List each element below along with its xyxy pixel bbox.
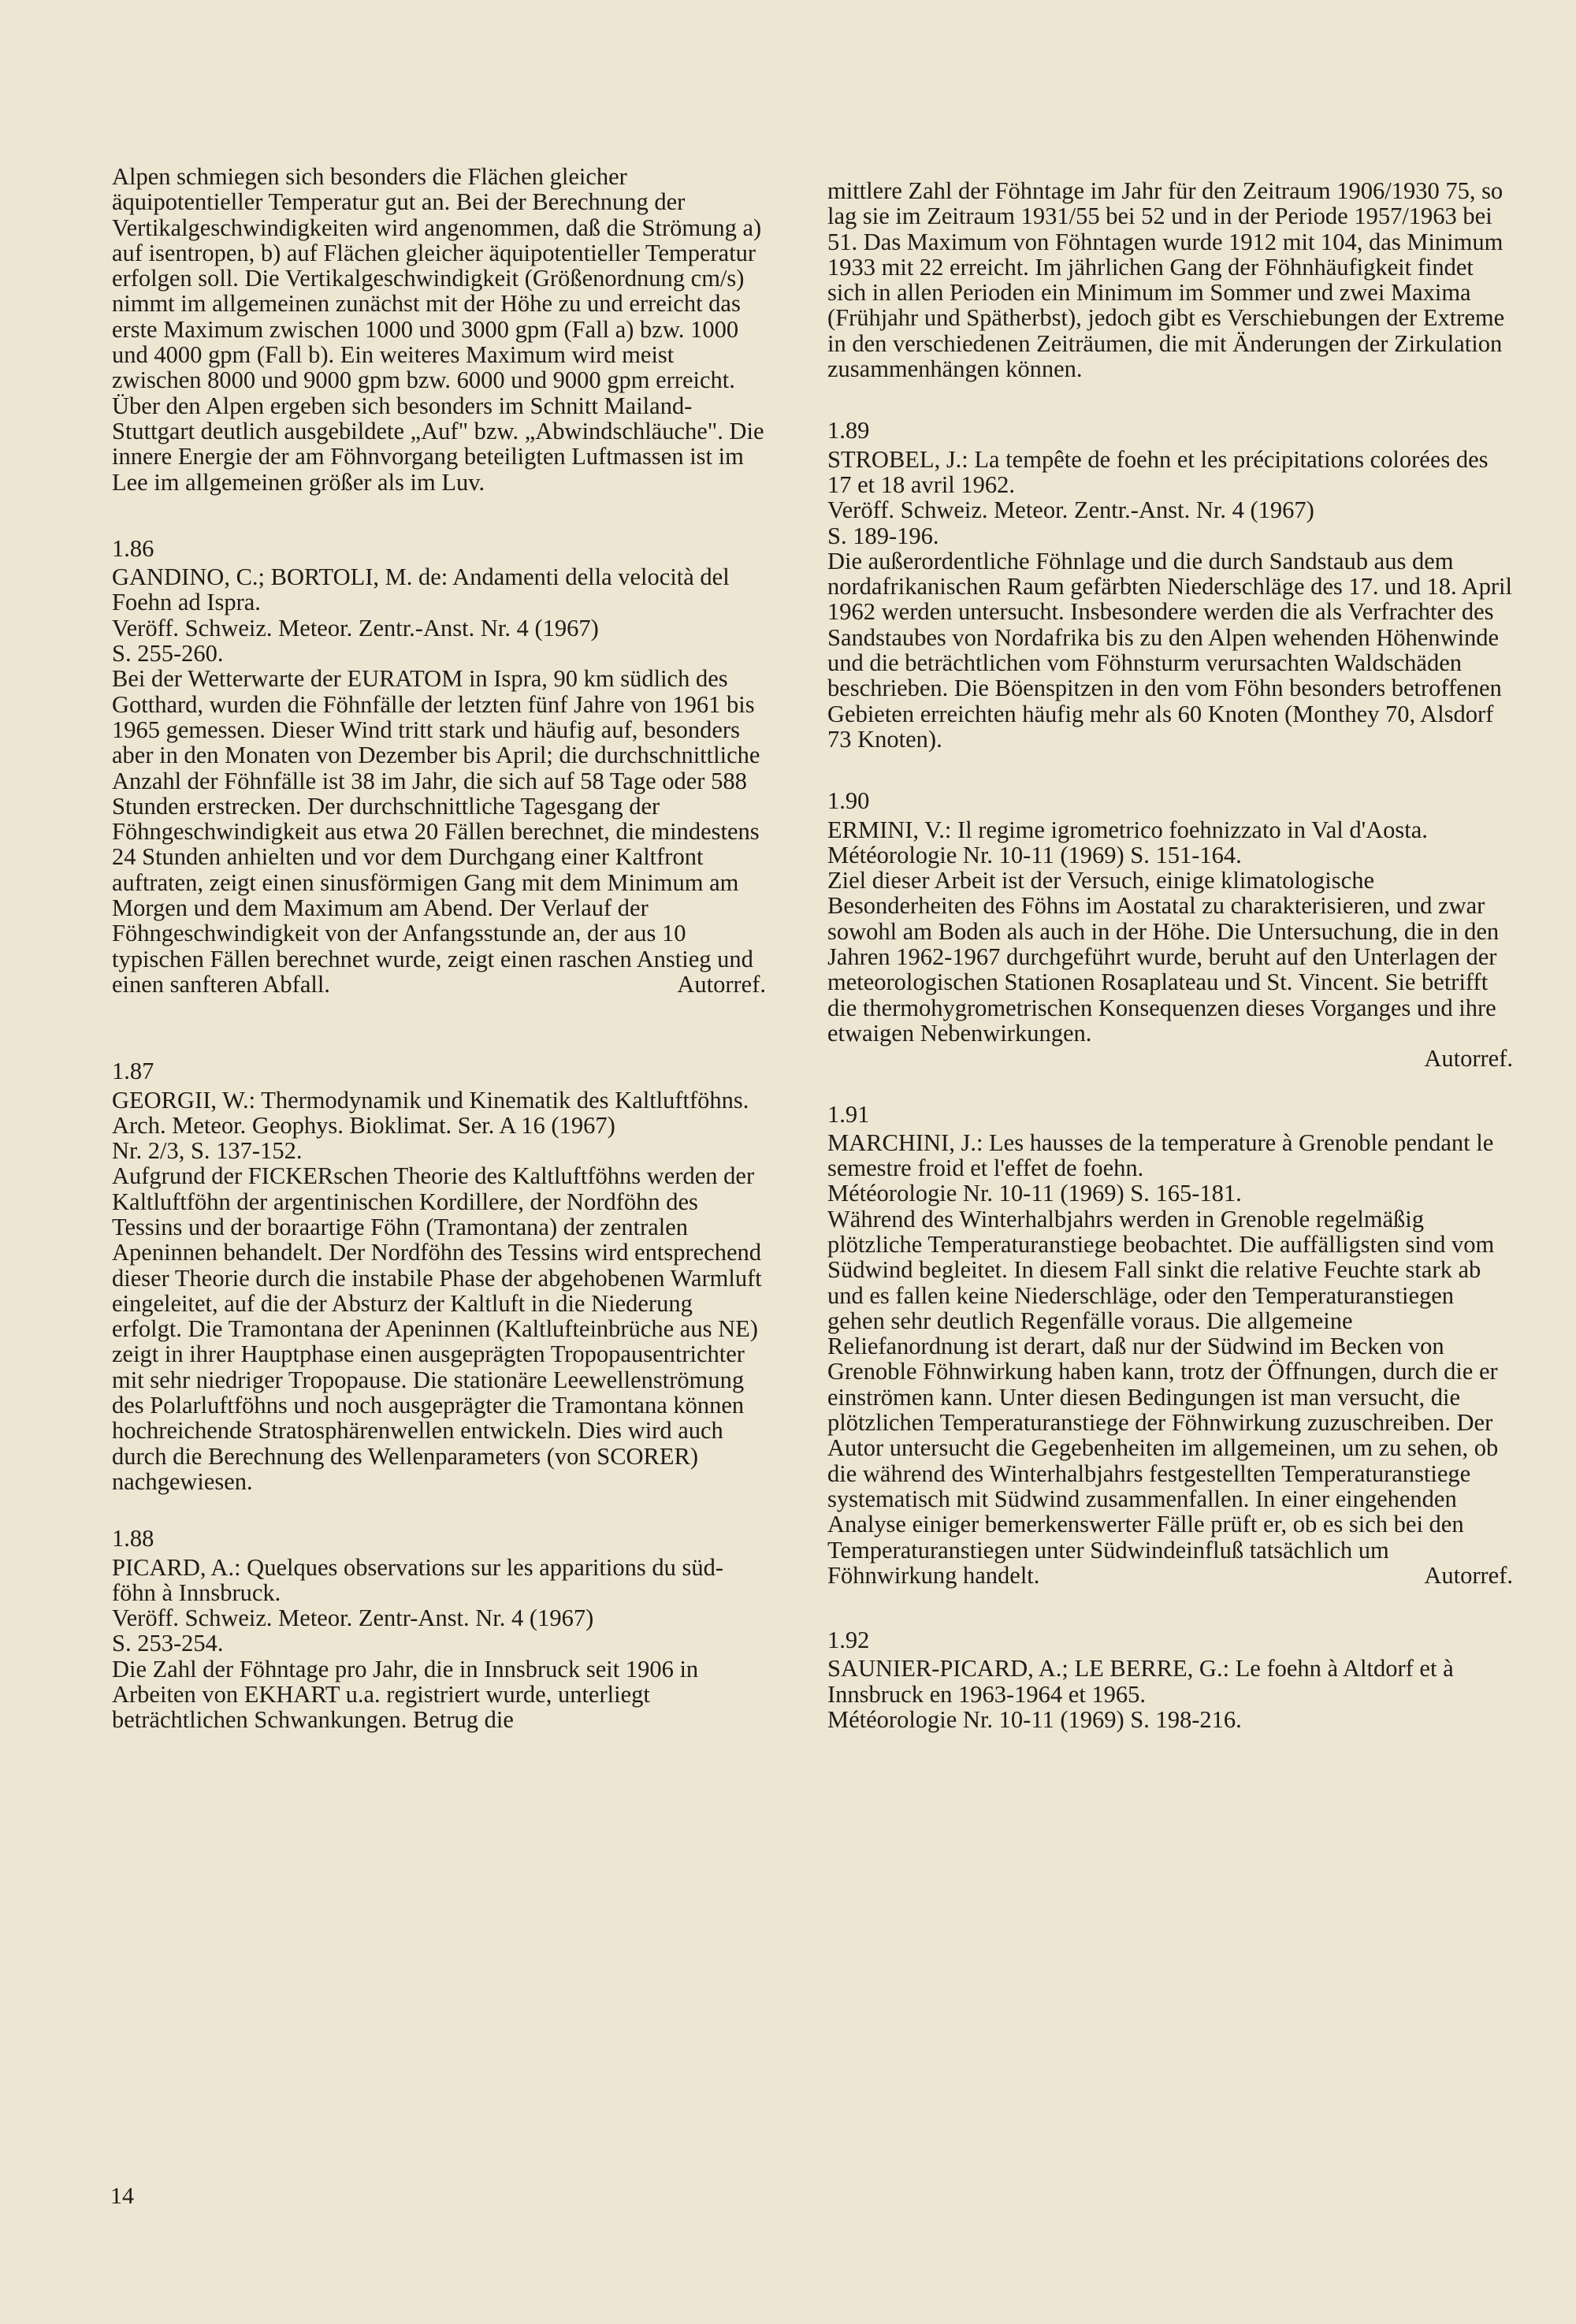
- entry-number: 1.91: [827, 1100, 870, 1128]
- entry-citation: SAUNIER-PICARD, A.; LE BERRE, G.: Le foehn à Altdorf et à Innsbruck en 1963-1964 et 1965.: [827, 1655, 1454, 1708]
- entry-autorref: Autorref.: [1424, 1045, 1513, 1073]
- entry-abstract: Aufgrund der FICKERschen Theorie des Kaltluftföhns werden der Kaltluftföhn der argentinischen Kordillere, der Nordföhn des Tessins und der boraartige Föhn (Tramontana) der zentralen Apeninnen behandelt. Der Nordföhn des Tessins wird entsprechend dieser Theorie durch die instabile Phase der abgehobenen Warmluft eingeleitet, auf die der Absturz der Kaltluft in die Niederung erfolgt. Die Tramontana der Apeninnen (Kaltlufteinbrüche aus NE) zeigt in ihrer Hauptphase einen ausgeprägten Tropopausentrichter mit sehr niedriger Tropopause. Die stationäre Leewellenströmung des Polarluftföhns und noch ausgeprägter die Tramontana können hochreichende Stratosphärenwellen entwickeln. Dies wird auch durch die Berechnung des Wellenparameters (von SCORER) nachgewiesen.: [112, 1162, 762, 1495]
- entry-1-91: [827, 1102, 1513, 1589]
- entry-abstract: Während des Winterhalbjahrs werden in Grenoble regelmäßig plötzliche Temperaturanstiege beobachtet. Die auffälligsten sind vom Südwind begleitet. In diesem Fall sinkt die relative Feuchte stark ab und es fallen keine Niederschläge, oder den Temperaturanstiegen gehen sehr deutlich Regenfälle voraus. Die allgemeine Reliefanordnung ist derart, daß nur der Südwind im Becken von Grenoble Föhnwirkung haben kann, trotz der Öffnungen, durch die er einströmen kann. Unter diesen Bedingungen ist man versucht, die plötzlichen Temperaturanstiege der Föhnwirkung zuzuschreiben. Der Autor untersucht die Gegebenheiten im allgemeinen, um zu sehen, ob die während des Winterhalbjahrs festgestellten Temperaturanstiege systematisch mit Südwind zusammenfallen. In einer eingehenden Analyse einiger bemerkenswerter Fälle prüft er, ob es sich bei den Temperaturanstiegen unter Südwindeinfluß tatsächlich um Föhnwirkung handelt. Autorref.: [827, 1205, 1513, 1589]
- entry-number: 1.88: [112, 1525, 154, 1552]
- entry-abstract: Die Zahl der Föhntage pro Jahr, die in Innsbruck seit 1906 in Arbeiten von EKHART u.a. registriert wurde, unterliegt beträchtlichen Schwankungen. Betrug die: [112, 1655, 699, 1734]
- entry-source: Veröff. Schweiz. Meteor. Zentr.-Anst. Nr. 4 (1967): [827, 496, 1314, 524]
- entry-pages: S. 189-196.: [827, 522, 939, 549]
- entry-citation: MARCHINI, J.: Les hausses de la temperature à Grenoble pendant le semestre froid et l'effet de foehn.: [827, 1129, 1494, 1182]
- entry-abstract: Ziel dieser Arbeit ist der Versuch, einige klimatologische Besonderheiten des Föhns im Aostatal zu charakterisieren, und zwar sowohl am Boden als auch in der Höhe. Die Untersuchung, die in den Jahren 1962-1967 durchgeführt wurde, beruht auf den Unterlagen der meteorologischen Stationen Rosaplateau und St. Vincent. Sie betrifft die thermohygrometrischen Konsequenzen dieses Vorganges und ihre etwaigen Nebenwirkungen.: [827, 867, 1500, 1047]
- entry-source: Arch. Meteor. Geophys. Bioklimat. Ser. A 16 (1967): [112, 1111, 615, 1139]
- entry-number: 1.90: [827, 787, 870, 815]
- entry-1-90: [827, 788, 1513, 1071]
- entry-abstract: Bei der Wetterwarte der EURATOM in Ispra, 90 km südlich des Gotthard, wurden die Föhnfälle der letzten fünf Jahre von 1961 bis 1965 gemessen. Dieser Wind tritt stark und häufig auf, besonders aber in den Monaten von Dezember bis April; die durchschnittliche Anzahl der Föhnfälle ist 38 im Jahr, die sich auf 58 Tage oder 588 Stunden erstrecken. Der durchschnittliche Tagesgang der Föhngeschwindigkeit aus etwa 20 Fällen berechnet, die mindestens 24 Stunden anhielten und vor dem Durchgang einer Kaltfront auftraten, zeigt einen sinusförmigen Gang mit dem Minimum am Morgen und dem Maximum am Abend. Der Verlauf der Föhngeschwindigkeit von der Anfangsstunde an, der aus 10 typischen Fällen berechnet wurde, zeigt einen raschen Anstieg und einen sanfteren Abfall. Autorref.: [112, 665, 766, 998]
- entry-number: 1.86: [112, 534, 154, 562]
- entry-source: Veröff. Schweiz. Meteor. Zentr.-Anst. Nr. 4 (1967): [112, 614, 599, 641]
- entry-pages: Nr. 2/3, S. 137-152.: [112, 1137, 303, 1165]
- entry-citation: STROBEL, J.: La tempête de foehn et les précipitations colorées des 17 et 18 avril 1962.: [827, 445, 1489, 498]
- right-column: [827, 178, 1513, 1732]
- page-number: 14: [110, 2183, 134, 2209]
- entry-number: 1.92: [827, 1627, 870, 1654]
- intro-paragraph: Alpen schmiegen sich besonders die Flächen gleicher äquipotentieller Temperatur gut an. Bei der Berechnung der Vertikalgeschwindigkeiten wird angenommen, daß die Strömung a) auf isentropen, b) auf Flächen gleicher äquipotentieller Temperatur erfolgen soll. Die Vertikalgeschwindigkeit (Größenordnung cm/s) nimmt im allgemeinen zunächst mit der Höhe zu und erreicht das erste Maximum zwischen 1000 und 3000 gpm (Fall a) bzw. 1000 und 4000 gpm (Fall b). Ein weiteres Maximum wird meist zwischen 8000 und 9000 gpm bzw. 6000 und 9000 gpm erreicht. Über den Alpen ergeben sich besonders im Schnitt Mailand-Stuttgart deutlich ausgebildete „Auf" bzw. „Abwindschläuche". Die innere Energie der am Föhnvorgang beteiligten Luftmassen ist im Lee im allgemeinen größer als im Luv.: [112, 163, 764, 496]
- entry-pages: S. 255-260.: [112, 640, 224, 667]
- entry-source: Météorologie Nr. 10-11 (1969) S. 165-181.: [827, 1180, 1242, 1207]
- entry-citation: GANDINO, C.; BORTOLI, M. de: Andamenti della velocità del Foehn ad Ispra.: [112, 563, 730, 616]
- entry-1-89: [827, 418, 1513, 752]
- entry-abstract: Die außerordentliche Föhnlage und die durch Sandstaub aus dem nordafrikanischen Raum gefärbten Niederschläge des 17. und 18. April 1962 werden untersucht. Insbesondere werden die als Verfrachter des Sandstaubes von Nordafrika bis zu den Alpen wehenden Höhenwinde und die beträchtlichen vom Föhnsturm verursachten Waldschäden beschrieben. Die Böenspitzen in den vom Föhn besonders betroffenen Gebieten erreichten häufig mehr als 60 Knoten (Monthey 70, Alsdorf 73 Knoten).: [827, 547, 1512, 753]
- entry-1-87: [112, 1058, 766, 1494]
- entry-pages: S. 253-254.: [112, 1630, 224, 1657]
- continuation-paragraph: mittlere Zahl der Föhntage im Jahr für den Zeitraum 1906/1930 75, so lag sie im Zeitraum 1931/55 bei 52 und in der Periode 1957/1963 bei 51. Das Maximum von Föhntagen wurde 1912 mit 104, das Minimum 1933 mit 22 erreicht. Im jährlichen Gang der Föhnhäufigkeit findet sich in allen Perioden ein Minimum im Sommer und zwei Maxima (Frühjahr und Spätherbst), jedoch gibt es Verschiebungen der Extreme in den verschiedenen Zeiträumen, die mit Änderungen der Zirkulation zusammenhängen können.: [827, 177, 1505, 383]
- left-column: [112, 164, 766, 1733]
- entry-autorref: Autorref.: [677, 970, 766, 998]
- entry-autorref: Autorref.: [1424, 1561, 1513, 1589]
- entry-citation: GEORGII, W.: Thermodynamik und Kinematik des Kaltluftföhns.: [112, 1086, 749, 1114]
- entry-citation: ERMINI, V.: Il regime igrometrico foehnizzato in Val d'Aosta.: [827, 816, 1428, 843]
- entry-1-88: [112, 1526, 766, 1732]
- entry-citation: PICARD, A.: Quelques observations sur les apparitions du süd-föhn à Innsbruck.: [112, 1553, 723, 1606]
- entry-source: Veröff. Schweiz. Meteor. Zentr-Anst. Nr. 4 (1967): [112, 1604, 594, 1632]
- entry-source: Météorologie Nr. 10-11 (1969) S. 198-216.: [827, 1706, 1242, 1734]
- entry-number: 1.89: [827, 417, 870, 444]
- entry-1-86: [112, 536, 766, 997]
- entry-1-92: [827, 1627, 1513, 1732]
- entry-source: Météorologie Nr. 10-11 (1969) S. 151-164.: [827, 841, 1242, 868]
- entry-number: 1.87: [112, 1058, 154, 1085]
